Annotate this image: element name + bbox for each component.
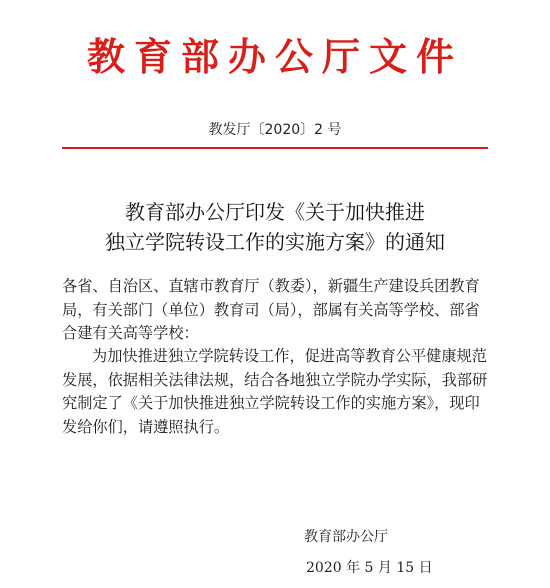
masthead-title: 教育部办公厅文件	[86, 34, 463, 79]
salutation-paragraph: 各省、自治区、直辖市教育厅（教委），新疆生产建设兵团教育局，有关部门（单位）教育司（局），部属有关高等学校、部省合建有关高等学校：	[62, 277, 480, 342]
body-paragraph: 为加快推进独立学院转设工作，促进高等教育公平健康规范发展，依据相关法律法规，结合各地独立学院办学实际，我部研究制定了《关于加快推进独立学院转设工作的实施方案》，现印发给你们，请遵照执行。	[62, 347, 488, 436]
signature-date: 2020 年 5 月 15 日	[306, 560, 433, 576]
signature-organization: 教育部办公厅	[304, 529, 388, 545]
red-divider-line	[62, 147, 488, 149]
notice-title	[0, 197, 550, 257]
notice-title-line-2: 独立学院转设工作的实施方案》的通知	[105, 230, 445, 254]
notice-title-line-1: 教育部办公厅印发《关于加快推进	[125, 200, 425, 224]
document-number: 教发厅〔2020〕2 号	[208, 122, 342, 138]
